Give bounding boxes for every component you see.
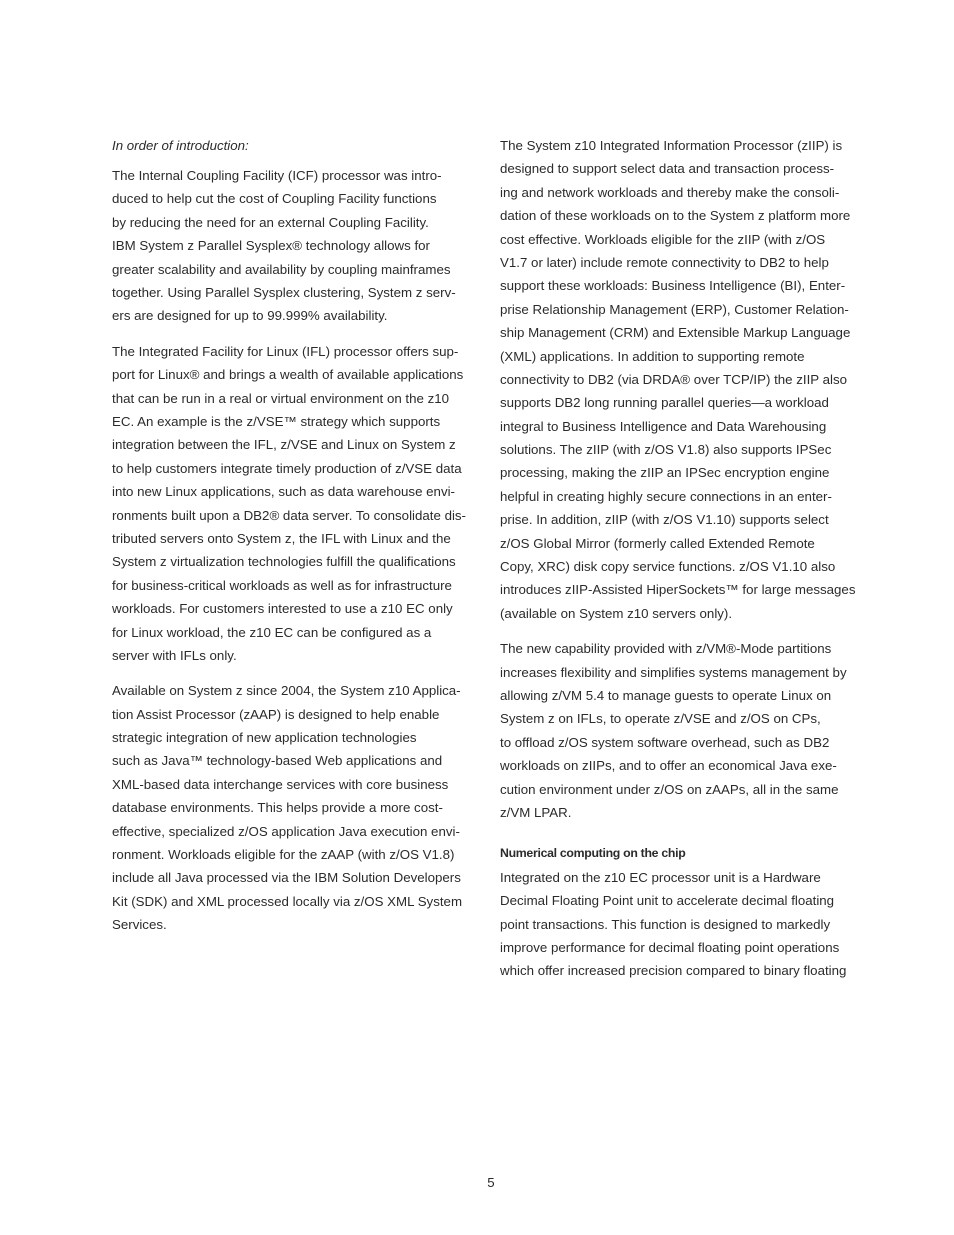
- text-line: Decimal Floating Point unit to accelerate decimal floating: [500, 893, 835, 909]
- page-number: 5: [487, 1175, 495, 1190]
- text-line: cution environment under z/OS on zAAPs, all in the same: [500, 781, 839, 797]
- left-column: [112, 134, 488, 937]
- text-line: cost effective. Workloads eligible for the zIIP (with z/OS: [500, 231, 826, 247]
- text-line: V1.7 or later) include remote connectivity to DB2 to help: [500, 254, 829, 270]
- text-line: strategic integration of new application technologies: [112, 730, 417, 746]
- text-line: which offer increased precision compared to binary floating: [500, 963, 847, 979]
- text-line: ing and network workloads and thereby make the consoli-: [500, 184, 840, 200]
- text-line: tributed servers onto System z, the IFL with Linux and the: [112, 530, 451, 546]
- text-line: (XML) applications. In addition to supporting remote: [500, 348, 805, 364]
- text-line: ship Management (CRM) and Extensible Markup Language: [500, 325, 851, 341]
- text-line: The Internal Coupling Facility (ICF) processor was intro-: [112, 168, 442, 184]
- text-line: include all Java processed via the IBM Solution Developers: [112, 870, 461, 886]
- text-line: designed to support select data and transaction process-: [500, 161, 835, 177]
- text-line: integration between the IFL, z/VSE and Linux on System z: [112, 437, 456, 453]
- text-line: point transactions. This function is designed to markedly: [500, 916, 831, 932]
- text-line: IBM System z Parallel Sysplex® technology allows for: [112, 238, 430, 254]
- text-line: duced to help cut the cost of Coupling Facility functions: [112, 191, 437, 207]
- text-line: effective, specialized z/OS application Java execution envi-: [112, 823, 460, 839]
- text-line: allowing z/VM 5.4 to manage guests to operate Linux on: [500, 687, 832, 703]
- text-line: workloads on zIIPs, and to offer an economical Java exe-: [500, 758, 837, 774]
- text-line: Available on System z since 2004, the System z10 Applica-: [112, 683, 461, 699]
- text-line: The System z10 Integrated Information Processor (zIIP) is: [500, 138, 843, 153]
- text-line: (available on System z10 servers only).: [500, 605, 733, 621]
- text-line: EC. An example is the z/VSE™ strategy which supports: [112, 413, 441, 429]
- text-line: into new Linux applications, such as data warehouse envi-: [112, 484, 455, 500]
- text-line: supports DB2 long running parallel queries—a workload: [500, 395, 829, 411]
- paragraph-zvm-mode: [500, 637, 876, 824]
- text-line: The Integrated Facility for Linux (IFL) processor offers sup-: [112, 343, 459, 359]
- text-line: improve performance for decimal floating point operations: [500, 939, 840, 955]
- text-line: increases flexibility and simplifies systems management by: [500, 664, 847, 680]
- text-line: greater scalability and availability by coupling mainframes: [112, 261, 451, 277]
- text-line: integral to Business Intelligence and Data Warehousing: [500, 418, 827, 434]
- text-line: z/VM LPAR.: [500, 804, 572, 820]
- right-column: [500, 134, 876, 983]
- text-line: System z on IFLs, to operate z/VSE and z/OS on CPs,: [500, 711, 821, 727]
- text-line: database environments. This helps provide a more cost-: [112, 800, 443, 816]
- text-line: z/OS Global Mirror (formerly called Extended Remote: [500, 535, 815, 551]
- text-line: processing, making the zIIP an IPSec encryption engine: [500, 465, 830, 481]
- text-line: dation of these workloads on to the System z platform more: [500, 208, 851, 224]
- text-line: for business-critical workloads as well as for infrastructure: [112, 577, 452, 593]
- paragraph-ifl: [112, 340, 488, 667]
- text-line: Services.: [112, 917, 167, 933]
- paragraph-icf: [112, 164, 488, 328]
- text-line: ronment. Workloads eligible for the zAAP (with z/OS V1.8): [112, 847, 455, 863]
- text-line: XML-based data interchange services with core business: [112, 776, 449, 792]
- text-line: tion Assist Processor (zAAP) is designed to help enable: [112, 706, 440, 722]
- text-line: for Linux workload, the z10 EC can be configured as a: [112, 624, 432, 640]
- text-line: System z virtualization technologies fulfill the qualifications: [112, 554, 456, 570]
- paragraph-zaap: [112, 679, 488, 936]
- text-line: together. Using Parallel Sysplex clustering, System z serv-: [112, 285, 456, 301]
- text-line: helpful in creating highly secure connections in an enter-: [500, 488, 832, 504]
- text-line: solutions. The zIIP (with z/OS V1.8) also supports IPSec: [500, 442, 832, 458]
- text-line: ronments built upon a DB2® data server. To consolidate dis-: [112, 507, 466, 523]
- text-line: workloads. For customers interested to use a z10 EC only: [112, 601, 453, 617]
- text-line: Integrated on the z10 EC processor unit is a Hardware: [500, 869, 821, 885]
- text-line: prise. In addition, zIIP (with z/OS V1.10) supports select: [500, 512, 829, 528]
- text-line: such as Java™ technology-based Web applications and: [112, 753, 443, 769]
- text-line: prise Relationship Management (ERP), Customer Relation-: [500, 301, 849, 317]
- text-line: introduces zIIP-Assisted HiperSockets™ for large messages: [500, 582, 856, 598]
- text-line: Kit (SDK) and XML processed locally via z/OS XML System: [112, 893, 463, 909]
- text-line: to help customers integrate timely production of z/VSE data: [112, 460, 462, 476]
- text-line: to offload z/OS system software overhead, such as DB2: [500, 734, 830, 750]
- section-heading: Numerical computing on the chip: [500, 846, 686, 861]
- text-line: ers are designed for up to 99.999% availability.: [112, 308, 388, 324]
- text-line: by reducing the need for an external Coupling Facility.: [112, 214, 429, 230]
- text-line: that can be run in a real or virtual environment on the z10: [112, 390, 450, 406]
- text-line: server with IFLs only.: [112, 647, 237, 663]
- text-line: The new capability provided with z/VM®-Mode partitions: [500, 641, 832, 657]
- text-line: support these workloads: Business Intelligence (BI), Enter-: [500, 278, 846, 294]
- text-line: port for Linux® and brings a wealth of available applications: [112, 367, 464, 383]
- text-line: connectivity to DB2 (via DRDA® over TCP/IP) the zIIP also: [500, 371, 848, 387]
- intro-text: In order of introduction:: [112, 138, 249, 153]
- section-numerical-computing: [500, 842, 876, 982]
- paragraph-ziip: [500, 134, 876, 625]
- text-line: Copy, XRC) disk copy service functions. z/OS V1.10 also: [500, 559, 836, 575]
